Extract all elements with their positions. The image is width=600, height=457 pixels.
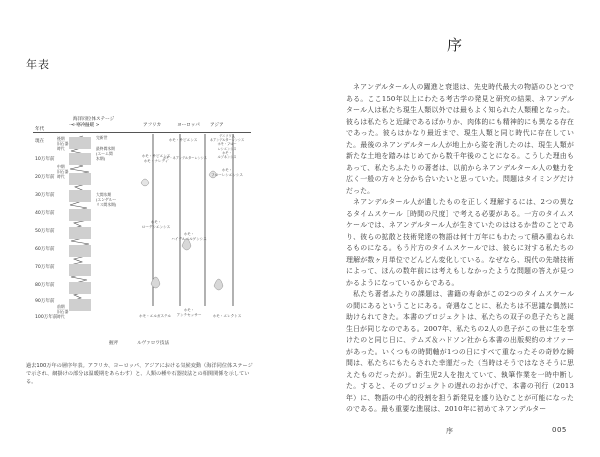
warm-band	[69, 153, 91, 165]
africa-column-header: アフリカ	[143, 123, 162, 128]
running-footer: 序	[446, 427, 453, 435]
event-label: 大間氷期 (エンゲルー リス間氷期)	[96, 192, 117, 207]
time-label: 60万年前	[35, 247, 55, 252]
warm-band	[69, 137, 91, 149]
species-label: ホモ・エルガステル	[138, 314, 172, 318]
period-label: 前期 旧石器 時代	[57, 304, 69, 319]
page-number: 005	[552, 426, 567, 434]
paragraph: 私たち著者ふたりの課題は、書籍の寿命がこの2つのタイムスケールの間にあるということにある。奇遇なことに、私たちは不思議な偶然に助けられてきた。本書のプロジェクトは、私たちの双子の息子たちと誕生日が同じなのである。2007年、私たちの2人の息子がこの世に生を享けたのと同じ日に、テムズ＆ハドソン社から本書の出版契約のオファーがあった。いくつもの時間軸が1つの日にすべて重なったその奇妙な瞬間は、私たちにもたらされた幸運だった（当時はそうではなさそうに思えたものだったが）。新生児2人を抱えていて、執筆作業を一時中断した。すると、そのプロジェクトの遅れのおかげで、本書の刊行（2013年）に、物語の中心的役割を担う新発見を盛り込むことが可能になったのである。最も重要な進展は、2010年に初めてネアンデルター	[346, 290, 574, 413]
chronology-chart	[33, 117, 251, 346]
time-label: 40万年前	[35, 211, 55, 216]
time-label: 70万年前	[35, 265, 55, 270]
paragraph: ネアンデルタール人が遺したものを正しく理解するには、2つの異なるタイムスケール［時間の尺度］で考える必要がある。一方のタイムスケールでは、ネアンデルタール人が生きていたのははるか昔のことであり、彼らの拡散と技術発達の物語は何十万年にもわたって積み重ねられるものになる。もう片方のタイムスケールでは、彼らに対する私たちの理解が数ヶ月単位でどんどん変化している。なぜなら、現代の先端技術によって、ほんの数年前には考えもしなかったような問題の答えが見つかるようになっているからである。	[346, 198, 574, 287]
species-label: デニソワ人 ネアンデルターレンシス ホモ・フロー レシエンシス ホモ・ ルゾネンシス	[209, 134, 245, 160]
warm-band	[69, 299, 91, 311]
event-label: 最終間氷期 (エーム間 氷期)	[96, 146, 115, 161]
warm-band	[69, 190, 91, 202]
handaxe-icon	[214, 279, 223, 290]
section-title: 年表	[26, 58, 50, 71]
period-label: 中期 旧石器 時代	[57, 164, 69, 179]
period-label: 後期 旧石器 時代	[57, 136, 69, 151]
time-label: 50万年前	[35, 229, 55, 234]
right-page	[300, 0, 600, 457]
europe-column-header: ヨーロッパ	[177, 123, 200, 128]
chart-caption: 過去100万年の層序年表。アフリカ、ヨーロッパ、アジアにおける気候変動（海洋同位体ステージで示され、網掛けの部分は温暖期をあらわす）と、人類の種や石器技法との相関関係を示している。	[26, 363, 253, 385]
era-column-header: 年代	[35, 127, 45, 132]
asia-column-header: アジア	[210, 123, 224, 128]
species-label: ホモ・サピエンス	[168, 138, 198, 142]
warm-band	[69, 227, 91, 239]
warm-band	[69, 282, 91, 294]
levallois-icon	[141, 179, 149, 186]
species-label: ホモ・ フローレシエンシス	[211, 168, 243, 177]
species-label: ホモ・エレクトス	[212, 314, 242, 318]
paragraph: ネアンデルタール人の躍進と衰退は、先史時代最大の物語のひとつである。ここ150年以上にわたる考古学の発見と研究の結果、ネアンデルタール人は私たち現生人類以外では最もよく知られた人類種となった。彼らは私たちと近縁であるばかりか、肉体的にも精神的にも異なる存在であった。彼らはかなり最近まで、現生人類と同じ時代に存在していた。最後のネアンデルタール人が地上から姿を消したのは、現生人類が新たな土地を踏みはじめてから数千年後のことになる。こうした理由もあって、私たちふたりの著者は、以前からネアンデルタール人の魅力を広く一般の方々と分かち合いたいと思っていた。問題はタイミングだけだった。	[346, 83, 574, 195]
cold-label: < 寒冷	[71, 123, 86, 128]
time-label: 現在	[35, 139, 45, 144]
legend-levallois: ルヴァロワ技法	[137, 341, 170, 346]
time-label: 30万年前	[35, 193, 55, 198]
header-rule	[33, 132, 251, 133]
time-label: 80万年前	[35, 283, 55, 288]
warm-band	[69, 173, 91, 185]
legend-handaxe: 握斧	[109, 341, 119, 346]
species-label: ホモ・サピエンス ホモ・ナレディ	[141, 154, 171, 163]
species-label: ホモ・ アンテセッサー	[176, 308, 202, 317]
time-label: 10万年前	[35, 157, 55, 162]
chapter-title: 序	[447, 36, 463, 54]
warm-band	[69, 245, 91, 257]
warm-band	[69, 264, 91, 276]
species-label: ホモ・ネアンデルターレンシス	[163, 156, 207, 160]
body-text	[346, 82, 574, 416]
event-label: 完新世	[96, 135, 108, 140]
species-label: ホモ・ ハイデルベルゲンシス	[171, 232, 207, 241]
time-label: 20万年前	[35, 175, 55, 180]
species-label: ホモ・ ローデシエンシス	[141, 220, 171, 229]
time-label: 90万年前	[35, 299, 55, 304]
isotope-stage-header: 海洋同位体ステージ	[73, 117, 115, 122]
time-label: 100万年前	[35, 315, 58, 320]
warm-label: 温暖 >	[85, 123, 100, 128]
handaxe-icon	[151, 277, 160, 288]
warm-band	[69, 209, 91, 221]
